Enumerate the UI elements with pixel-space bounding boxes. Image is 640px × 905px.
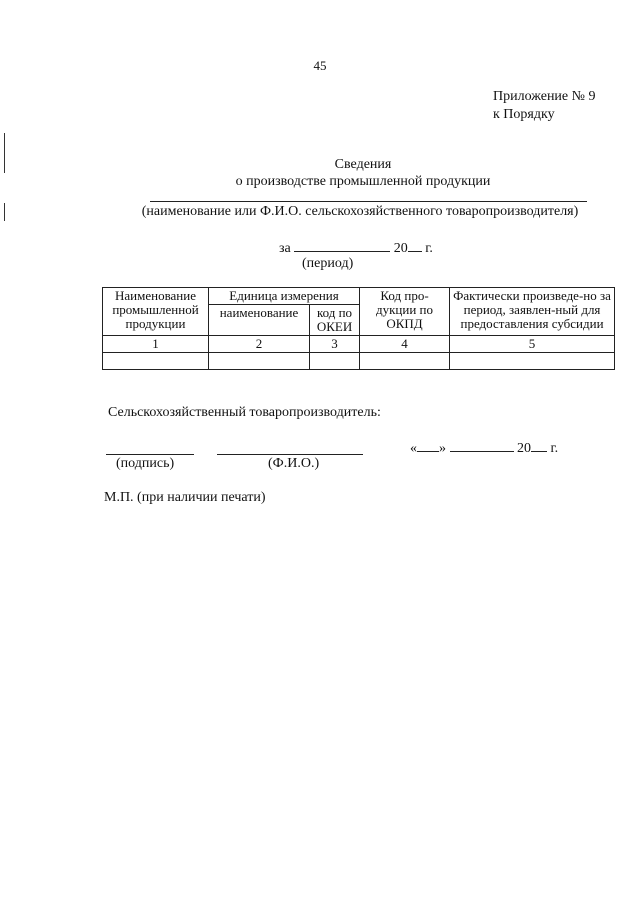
signature-date [410,438,558,457]
table-cell[interactable] [103,353,209,370]
annex-reference [493,88,596,124]
table-header-row [103,288,615,305]
scan-margin-mark [4,203,5,221]
period-blank[interactable] [294,238,390,252]
header-unit-group: Единица измерения [209,288,360,305]
table-column-numbers-row [103,336,615,353]
producer-name-caption: (наименование или Ф.И.О. сельскохозяйственного товаропроизводителя) [141,204,579,219]
period-caption: (период) [302,256,354,271]
period-prefix: за [279,241,291,256]
column-number: 1 [103,336,209,353]
title-heading: Сведения [334,157,392,172]
page-number: 45 [313,58,327,73]
date-year-blank[interactable] [531,438,547,452]
table-cell[interactable] [450,353,615,370]
table-row [103,353,615,370]
header-product-name: Наименование промышленной продукции [103,288,209,336]
date-year-prefix: 20 [517,441,531,456]
title-subject: о производстве промышленной продукции [235,174,491,189]
header-unit-code: код по ОКЕИ [310,305,360,336]
column-number: 2 [209,336,310,353]
header-okpd-code: Код про-дукции по ОКПД [360,288,450,336]
table-cell[interactable] [360,353,450,370]
column-number: 4 [360,336,450,353]
table-cell[interactable] [310,353,360,370]
production-table [102,287,615,370]
producer-label: Сельскохозяйственный товаропроизводитель: [108,405,381,420]
period-year-prefix: 20 [393,241,408,256]
full-name-caption: (Ф.И.О.) [268,456,320,471]
date-open-quote: « [410,441,417,456]
annex-procedure: к Порядку [493,107,555,122]
document-title [0,156,640,190]
table-cell[interactable] [209,353,310,370]
date-day-blank[interactable] [417,438,439,452]
annex-number: Приложение № 9 [493,89,596,104]
producer-name-line [150,201,587,202]
date-close-quote: » [439,441,446,456]
column-number: 3 [310,336,360,353]
signature-line[interactable] [106,454,194,455]
signature-caption: (подпись) [116,456,175,471]
seal-note: М.П. (при наличии печати) [104,490,266,505]
period-suffix: г. [425,241,433,256]
date-suffix: г. [550,441,559,456]
period-field [279,238,433,257]
column-number: 5 [450,336,615,353]
period-year-blank[interactable] [408,238,422,252]
header-actual-volume: Фактически произведе-но за период, заявлен-ный для предоставления субсидии [450,288,615,336]
scan-margin-mark [4,133,5,173]
full-name-line[interactable] [217,454,363,455]
date-month-blank[interactable] [450,438,514,452]
header-unit-name: наименование [209,305,310,336]
